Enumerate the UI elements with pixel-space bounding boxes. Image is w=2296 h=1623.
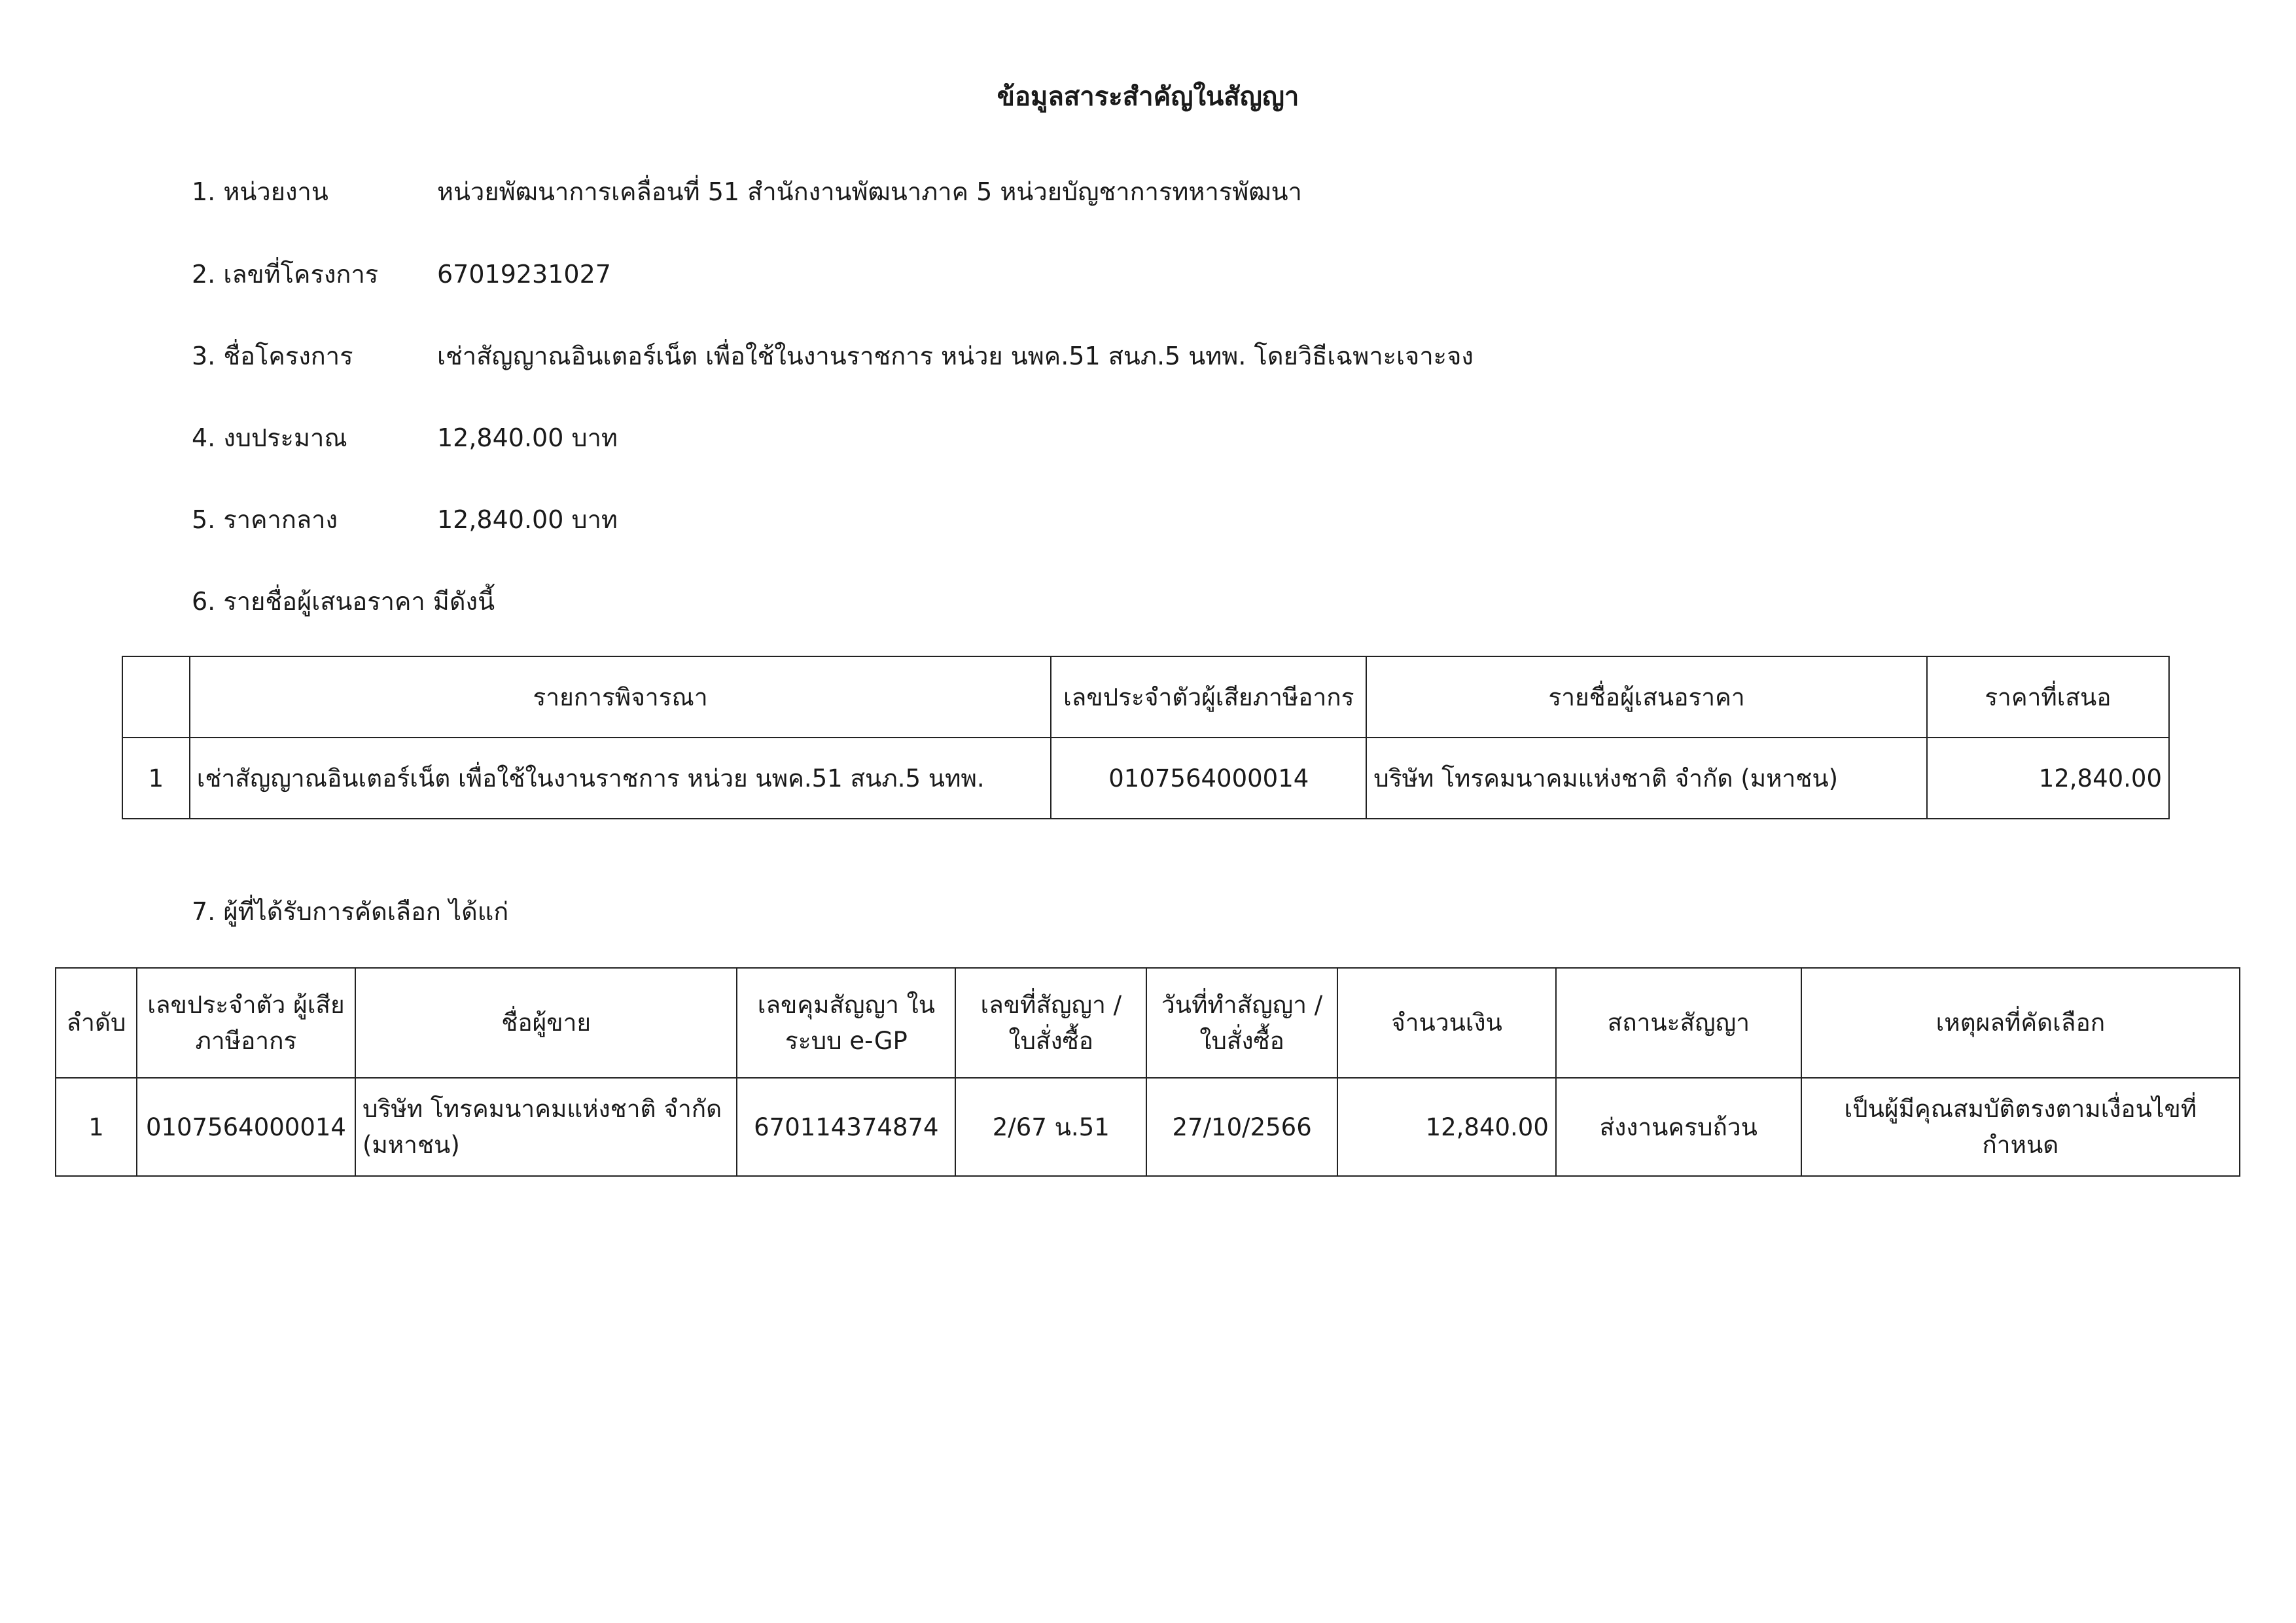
section-7-heading: 7. ผู้ที่ได้รับการคัดเลือก ได้แก่ — [192, 897, 509, 926]
table-cell: 0107564000014 — [1051, 738, 1366, 819]
table-cell: 1 — [122, 738, 190, 819]
table-header-cell: เหตุผลที่คัดเลือก — [1801, 968, 2240, 1078]
table-header-cell: จำนวนเงิน — [1337, 968, 1556, 1078]
table-cell: 2/67 น.51 — [955, 1078, 1146, 1176]
table-cell: เช่าสัญญาณอินเตอร์เน็ต เพื่อใช้ในงานราชการ หน่วย นพค.51 สนภ.5 นทพ. — [190, 738, 1051, 819]
table-cell: ส่งงานครบถ้วน — [1556, 1078, 1801, 1176]
info-label: 2. เลขที่โครงการ — [192, 260, 379, 289]
info-value: 67019231027 — [437, 260, 611, 289]
info-row-median-price — [192, 499, 618, 539]
table-header-cell: ราคาที่เสนอ — [1927, 656, 2169, 738]
info-label: 3. ชื่อโครงการ — [192, 342, 353, 370]
table-header-cell: ลำดับ — [56, 968, 137, 1078]
table-cell: 12,840.00 — [1337, 1078, 1556, 1176]
table-header-cell: รายการพิจารณา — [190, 656, 1051, 738]
bidders-table — [122, 656, 2170, 819]
info-value: เช่าสัญญาณอินเตอร์เน็ต เพื่อใช้ในงานราชการ หน่วย นพค.51 สนภ.5 นทพ. โดยวิธีเฉพาะเจาะจง — [437, 342, 1474, 370]
table-header-cell: เลขประจำตัว ผู้เสียภาษีอากร — [137, 968, 355, 1078]
info-value: 12,840.00 บาท — [437, 423, 618, 452]
info-label: 4. งบประมาณ — [192, 423, 347, 452]
table-header-cell: เลขที่สัญญา / ใบสั่งซื้อ — [955, 968, 1146, 1078]
info-value: 12,840.00 บาท — [437, 505, 618, 534]
table-header-cell: สถานะสัญญา — [1556, 968, 1801, 1078]
info-row-project-number — [192, 254, 611, 294]
table-header-cell: เลขประจำตัวผู้เสียภาษีอากร — [1051, 656, 1366, 738]
table-header-cell — [122, 656, 190, 738]
table-header-cell: วันที่ทำสัญญา / ใบสั่งซื้อ — [1146, 968, 1337, 1078]
table-cell: บริษัท โทรคมนาคมแห่งชาติ จำกัด (มหาชน) — [1366, 738, 1926, 819]
table-header-cell: รายชื่อผู้เสนอราคา — [1366, 656, 1926, 738]
table-cell: บริษัท โทรคมนาคมแห่งชาติ จำกัด (มหาชน) — [355, 1078, 737, 1176]
table-row — [56, 1078, 2240, 1176]
info-row-agency — [192, 171, 1302, 211]
table-cell: เป็นผู้มีคุณสมบัติตรงตามเงื่อนไขที่กำหนด — [1801, 1078, 2240, 1176]
info-label: 1. หน่วยงาน — [192, 177, 328, 206]
info-label: 5. ราคากลาง — [192, 505, 338, 534]
table-cell: 12,840.00 — [1927, 738, 2169, 819]
table-cell: 27/10/2566 — [1146, 1078, 1337, 1176]
table-header-cell: เลขคุมสัญญา ในระบบ e-GP — [737, 968, 955, 1078]
info-row-project-name — [192, 336, 1474, 376]
section-6-heading: 6. รายชื่อผู้เสนอราคา มีดังนี้ — [192, 587, 495, 616]
table-cell: 1 — [56, 1078, 137, 1176]
table-cell: 0107564000014 — [137, 1078, 355, 1176]
table-header-row — [56, 968, 2240, 1078]
document-title: ข้อมูลสาระสำคัญในสัญญา — [997, 82, 1299, 112]
table-header-row — [122, 656, 2169, 738]
selected-table — [55, 967, 2240, 1177]
info-row-budget — [192, 418, 618, 457]
table-row — [122, 738, 2169, 819]
info-value: หน่วยพัฒนาการเคลื่อนที่ 51 สำนักงานพัฒนาภาค 5 หน่วยบัญชาการทหารพัฒนา — [437, 177, 1302, 206]
table-header-cell: ชื่อผู้ขาย — [355, 968, 737, 1078]
table-cell: 670114374874 — [737, 1078, 955, 1176]
